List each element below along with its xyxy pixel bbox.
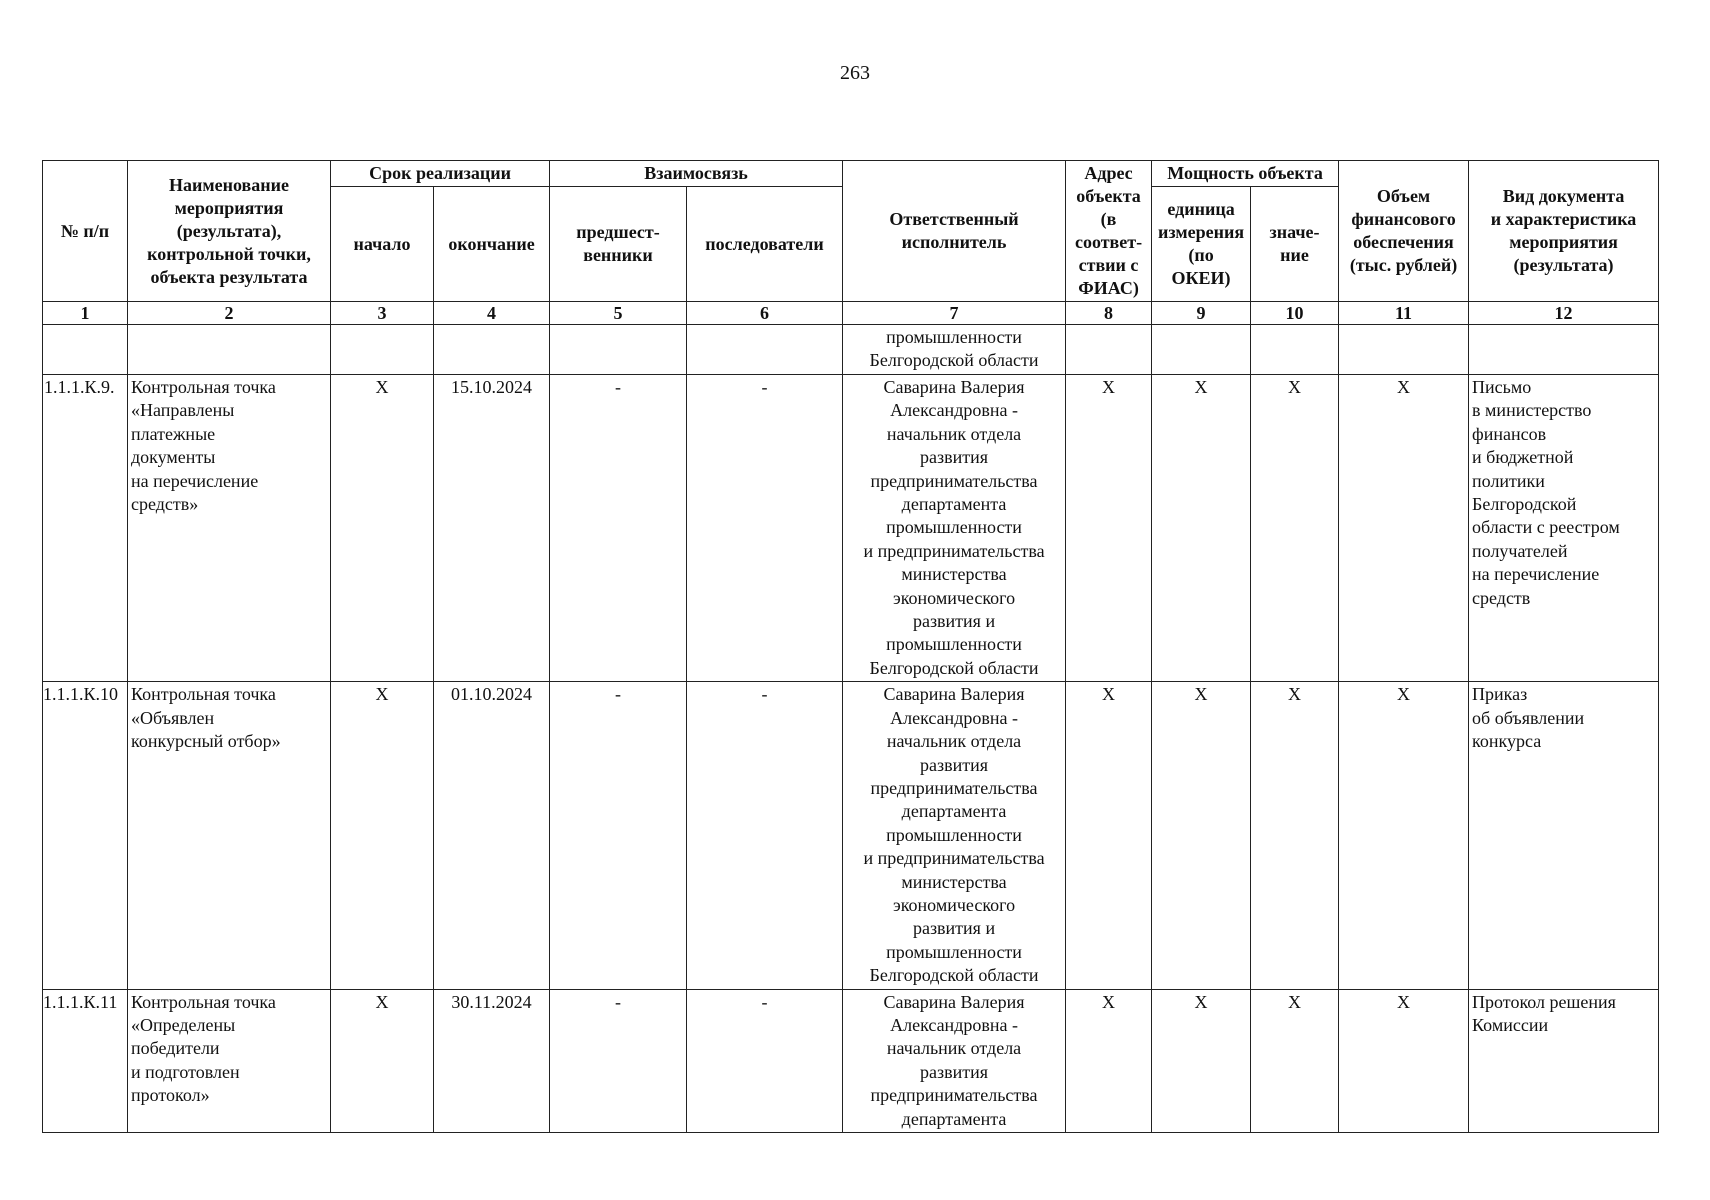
- column-number: 1: [43, 302, 128, 325]
- cell-start: X: [331, 375, 434, 682]
- header-num: № п/п: [43, 161, 128, 302]
- column-number: 12: [1469, 302, 1659, 325]
- cell-responsible: Саварина Валерия Александровна - начальник отдела развития предпринимательства департамента: [843, 989, 1066, 1132]
- plan-table: [42, 160, 1659, 1133]
- cell-value: X: [1251, 682, 1339, 989]
- cell-name: Контрольная точка «Объявлен конкурсный отбор»: [128, 682, 331, 989]
- cell-finance: X: [1339, 682, 1469, 989]
- cell-empty: [1066, 325, 1152, 375]
- header-unit: единица измерения (по ОКЕИ): [1152, 187, 1251, 302]
- cell-predecessors: -: [550, 682, 687, 989]
- cell-responsible: Саварина Валерия Александровна - начальник отдела развития предпринимательства департамента промышленности и предпринимательства министерства экономического развития и промышленности Белгородской области: [843, 375, 1066, 682]
- column-number: 10: [1251, 302, 1339, 325]
- table-row: [43, 682, 1659, 989]
- cell-finance: X: [1339, 989, 1469, 1132]
- continuation-row: [43, 325, 1659, 375]
- cell-doc-type: Протокол решения Комиссии: [1469, 989, 1659, 1132]
- cell-empty: [331, 325, 434, 375]
- cell-empty: [1251, 325, 1339, 375]
- cell-unit: X: [1152, 375, 1251, 682]
- cell-empty: [550, 325, 687, 375]
- cell-successors: -: [687, 989, 843, 1132]
- header-name: Наименование мероприятия (результата), контрольной точки, объекта результата: [128, 161, 331, 302]
- column-number: 2: [128, 302, 331, 325]
- cell-successors: -: [687, 375, 843, 682]
- cell-empty: [1469, 325, 1659, 375]
- page-number: 263: [840, 62, 870, 84]
- header-responsible: Ответственный исполнитель: [843, 161, 1066, 302]
- header-finance: Объем финансового обеспечения (тыс. рублей): [1339, 161, 1469, 302]
- cell-successors: -: [687, 682, 843, 989]
- cell-finance: X: [1339, 375, 1469, 682]
- table-row: [43, 989, 1659, 1132]
- column-number: 8: [1066, 302, 1152, 325]
- header-doc-type: Вид документа и характеристика мероприятия (результата): [1469, 161, 1659, 302]
- cell-address: X: [1066, 682, 1152, 989]
- column-number: 6: [687, 302, 843, 325]
- column-number: 9: [1152, 302, 1251, 325]
- cell-start: X: [331, 682, 434, 989]
- column-number-row: [43, 302, 1659, 325]
- cell-end: 30.11.2024: [434, 989, 550, 1132]
- cell-address: X: [1066, 375, 1152, 682]
- header-start: начало: [331, 187, 434, 302]
- column-number: 7: [843, 302, 1066, 325]
- header-term-group: Срок реализации: [331, 161, 550, 187]
- cell-value: X: [1251, 375, 1339, 682]
- cell-doc-type: Приказ об объявлении конкурса: [1469, 682, 1659, 989]
- header-capacity-group: Мощность объекта: [1152, 161, 1339, 187]
- cell-empty: [43, 325, 128, 375]
- header-end: окончание: [434, 187, 550, 302]
- cell-num: 1.1.1.К.10: [43, 682, 128, 989]
- cell-predecessors: -: [550, 375, 687, 682]
- cell-value: X: [1251, 989, 1339, 1132]
- cell-address: X: [1066, 989, 1152, 1132]
- cell-empty: [434, 325, 550, 375]
- cell-num: 1.1.1.К.9.: [43, 375, 128, 682]
- cell-unit: X: [1152, 989, 1251, 1132]
- cell-end: 15.10.2024: [434, 375, 550, 682]
- cell-empty: [128, 325, 331, 375]
- cell-doc-type: Письмо в министерство финансов и бюджетной политики Белгородской области с реестром получателей на перечисление средств: [1469, 375, 1659, 682]
- cell-predecessors: -: [550, 989, 687, 1132]
- cell-empty: [1339, 325, 1469, 375]
- cell-name: Контрольная точка «Определены победители и подготовлен протокол»: [128, 989, 331, 1132]
- table-row: [43, 375, 1659, 682]
- cell-unit: X: [1152, 682, 1251, 989]
- header-predecessors: предшест- венники: [550, 187, 687, 302]
- column-number: 3: [331, 302, 434, 325]
- header-successors: последователи: [687, 187, 843, 302]
- cell-num: 1.1.1.К.11: [43, 989, 128, 1132]
- cell-name: Контрольная точка «Направлены платежные документы на перечисление средств»: [128, 375, 331, 682]
- cell-start: X: [331, 989, 434, 1132]
- header-link-group: Взаимосвязь: [550, 161, 843, 187]
- cell-empty: [687, 325, 843, 375]
- column-number: 4: [434, 302, 550, 325]
- column-number: 11: [1339, 302, 1469, 325]
- header-value: значе- ние: [1251, 187, 1339, 302]
- cell-end: 01.10.2024: [434, 682, 550, 989]
- column-number: 5: [550, 302, 687, 325]
- cell-responsible: промышленности Белгородской области: [843, 325, 1066, 375]
- cell-empty: [1152, 325, 1251, 375]
- cell-responsible: Саварина Валерия Александровна - начальник отдела развития предпринимательства департамента промышленности и предпринимательства министерства экономического развития и промышленности Белгородской области: [843, 682, 1066, 989]
- header-address: Адрес объекта (в соответ- ствии с ФИАС): [1066, 161, 1152, 302]
